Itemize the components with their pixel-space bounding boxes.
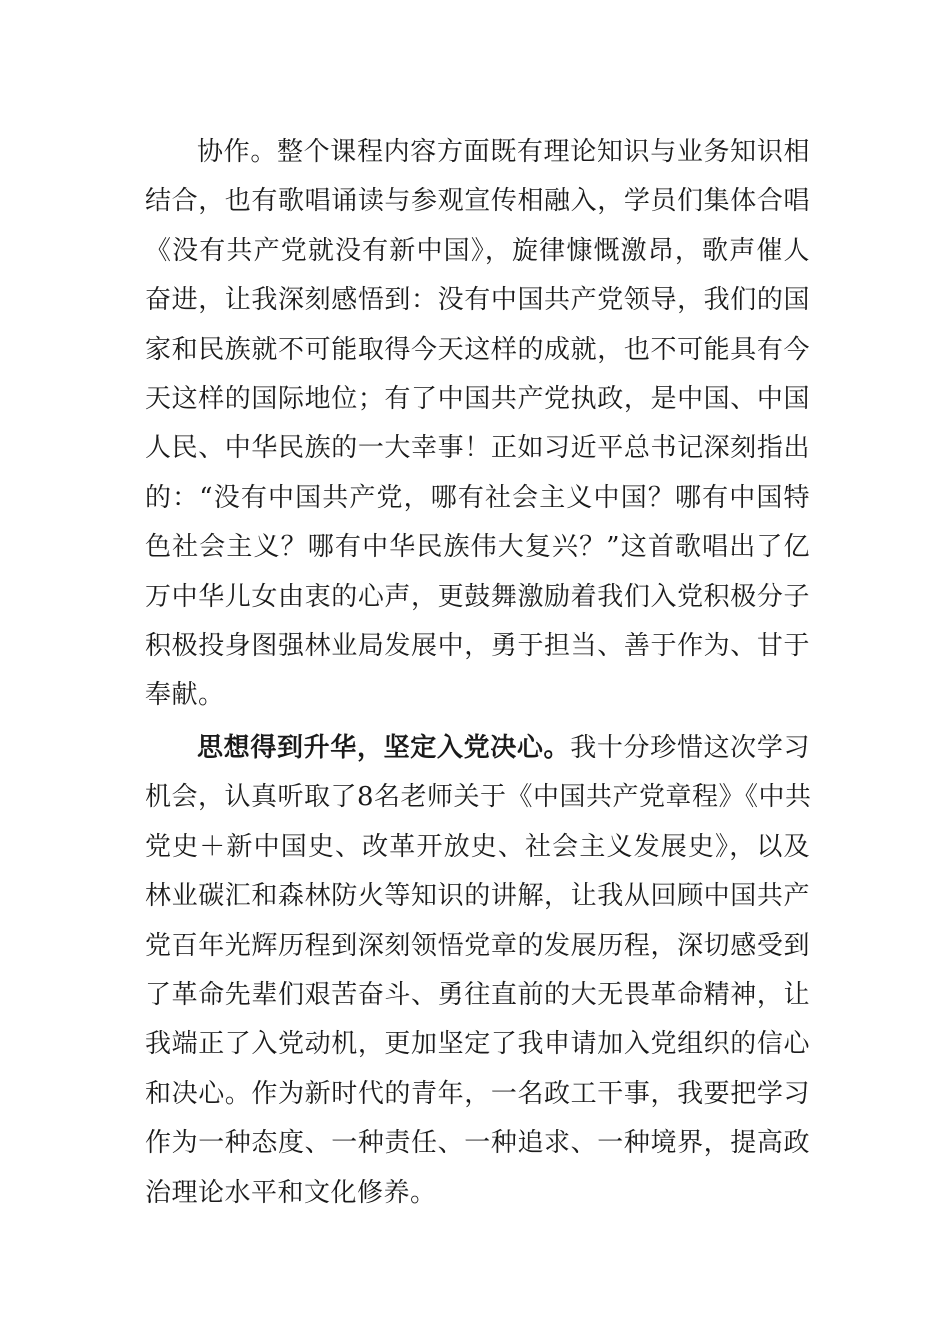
paragraph-line: 万中华儿女由衷的心声，更鼓舞激励着我们入党积极分子 <box>145 581 810 612</box>
paragraph-heading: 思想得到升华，坚定入党决心。 <box>197 733 571 763</box>
paragraph-line: 治理论水平和文化修养。 <box>145 1177 437 1208</box>
paragraph-line: 家和民族就不可能取得今天这样的成就，也不可能具有今 <box>145 334 810 365</box>
paragraph-line: 奉献。 <box>145 680 225 711</box>
paragraph-first-line <box>145 724 810 773</box>
paragraph-line: 的：“没有中国共产党，哪有社会主义中国？哪有中国特 <box>145 482 810 513</box>
paragraph-line: 作为一种态度、一种责任、一种追求、一种境界，提高政 <box>145 1128 810 1159</box>
paragraph-line: 奋进，让我深刻感悟到：没有中国共产党领导，我们的国 <box>145 285 810 316</box>
paragraph-line: 协作。整个课程内容方面既有理论知识与业务知识相 <box>197 137 810 167</box>
paragraph-2 <box>145 724 810 1218</box>
paragraph-line: 和决心。作为新时代的青年，一名政工干事，我要把学习 <box>145 1078 810 1109</box>
paragraph-1 <box>145 128 810 721</box>
paragraph-line: 色社会主义？哪有中华民族伟大复兴？”这首歌唱出了亿 <box>145 532 810 563</box>
paragraph-first-line-rest: 我十分珍惜这次学习 <box>570 733 810 763</box>
paragraph-line: 了革命先辈们艰苦奋斗、勇往直前的大无畏革命精神，让 <box>145 979 810 1010</box>
paragraph-line: 机会，认真听取了8名老师关于《中国共产党章程》《中共 <box>145 782 812 813</box>
paragraph-line: 积极投身图强林业局发展中，勇于担当、善于作为、甘于 <box>145 630 810 661</box>
paragraph-line: 《没有共产党就没有新中国》，旋律慷慨激昂，歌声催人 <box>145 235 810 266</box>
paragraph-line: 人民、中华民族的一大幸事！正如习近平总书记深刻指出 <box>145 433 810 464</box>
paragraph-line: 结合，也有歌唱诵读与参观宣传相融入，学员们集体合唱 <box>145 186 810 217</box>
paragraph-line: 我端正了入党动机，更加坚定了我申请加入党组织的信心 <box>145 1029 810 1060</box>
paragraph-line: 天这样的国际地位；有了中国共产党执政，是中国、中国 <box>145 383 810 414</box>
paragraph-line: 党百年光辉历程到深刻领悟党章的发展历程，深切感受到 <box>145 930 810 961</box>
paragraph-line: 党史＋新中国史、改革开放史、社会主义发展史》，以及 <box>145 831 810 862</box>
paragraph-line: 林业碳汇和森林防火等知识的讲解，让我从回顾中国共产 <box>145 881 810 912</box>
